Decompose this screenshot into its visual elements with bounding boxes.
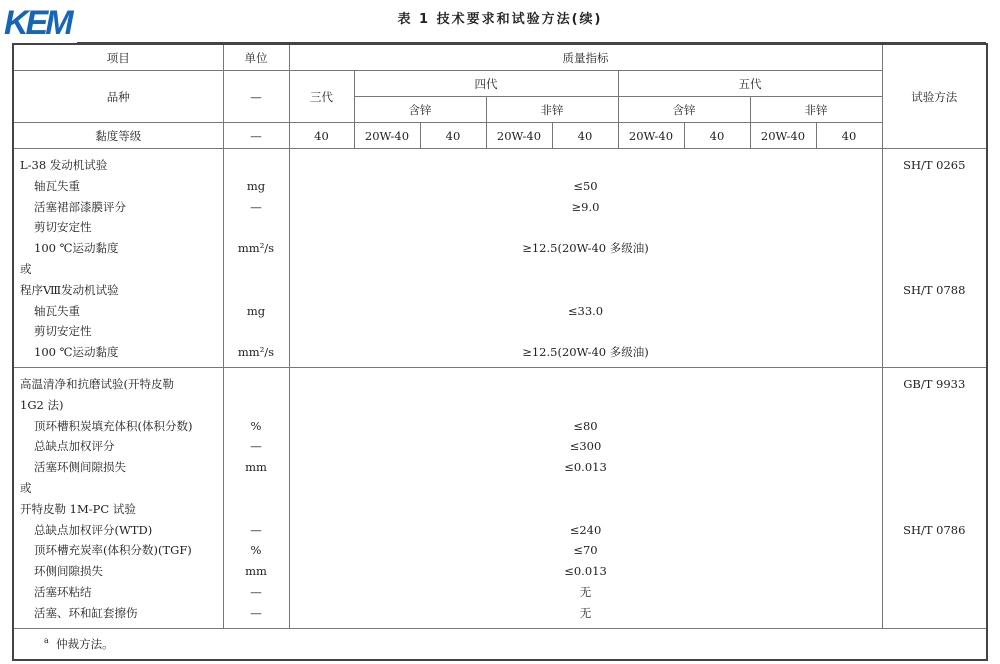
header-gen4-zinc: 含锌 (354, 97, 486, 123)
value-line (290, 259, 882, 280)
value-line: ≤300 (569, 439, 602, 454)
value-line: ≤240 (569, 522, 602, 537)
method-cell (882, 367, 987, 628)
value-line (290, 478, 882, 499)
method-cell (882, 149, 987, 368)
value-line: ≤0.013 (564, 564, 607, 579)
value-line (290, 321, 882, 342)
unit-line (224, 280, 289, 301)
unit-line: — (250, 605, 262, 620)
value-line (290, 395, 882, 416)
item-line: 顶环槽积炭填充体积(体积分数) (34, 418, 193, 433)
item-cell (13, 149, 223, 368)
footnote-text: 仲裁方法。 (56, 636, 114, 651)
item-line: L-38 发动机试验 (20, 158, 108, 172)
header-grade: 黏度等级 (13, 123, 223, 149)
method-line (883, 436, 987, 457)
unit-line (224, 259, 289, 280)
value-line: ≤0.013 (564, 460, 607, 475)
header-gen4-nonzinc: 非锌 (486, 97, 618, 123)
header-row (13, 71, 987, 97)
method-line (883, 540, 987, 561)
item-line: 活塞环侧间隙损失 (34, 460, 126, 475)
unit-cell (223, 149, 289, 368)
value-line: ≥12.5(20W-40 多级油) (522, 241, 649, 256)
grade-cell: 20W-40 (618, 123, 684, 149)
item-line: 或 (20, 261, 32, 276)
unit-line (224, 499, 289, 520)
unit-line: % (250, 543, 262, 558)
grade-cell: 20W-40 (486, 123, 552, 149)
grade-cell: 40 (816, 123, 882, 149)
method-line (883, 582, 987, 603)
header-variety: 品种 (13, 71, 223, 123)
item-line: 环侧间隙损失 (34, 564, 103, 579)
method-line: SH/T 0265 (903, 158, 966, 172)
method-line (883, 321, 987, 342)
unit-line: — (250, 584, 262, 599)
unit-line (224, 395, 289, 416)
value-line (290, 280, 882, 301)
value-line: ≥9.0 (571, 199, 600, 214)
item-line: 剪切安定性 (34, 220, 92, 235)
method-line (883, 301, 987, 322)
method-line (883, 416, 987, 437)
unit-line: — (250, 439, 262, 454)
unit-line: mg (246, 178, 266, 193)
unit-line: mm²/s (237, 345, 275, 360)
item-line: 轴瓦失重 (34, 178, 80, 193)
unit-line (224, 155, 289, 176)
method-line (883, 499, 987, 520)
header-method: 试验方法 (882, 44, 987, 149)
item-line: 100 ℃运动黏度 (34, 241, 119, 256)
grade-cell: 40 (552, 123, 618, 149)
item-line: 程序Ⅷ发动机试验 (20, 282, 119, 297)
method-line (883, 259, 987, 280)
header-quality: 质量指标 (289, 44, 882, 71)
header-gen5-zinc: 含锌 (618, 97, 750, 123)
grade-cell: 40 (420, 123, 486, 149)
unit-line: mg (246, 303, 266, 318)
item-line: 总缺点加权评分(WTD) (34, 522, 153, 537)
grade-cell: 20W-40 (750, 123, 816, 149)
footnote-mark: a (44, 635, 49, 645)
header-gen4: 四代 (354, 71, 618, 97)
value-line: ≤50 (573, 178, 598, 193)
item-line: 总缺点加权评分 (34, 439, 115, 454)
test-section (13, 367, 987, 628)
method-line: SH/T 0786 (903, 522, 966, 537)
header-row (13, 44, 987, 71)
item-line: 剪切安定性 (34, 324, 92, 339)
unit-cell (223, 367, 289, 628)
item-line: 活塞裙部漆膜评分 (34, 199, 126, 214)
grade-cell: 40 (289, 123, 354, 149)
method-line (883, 197, 987, 218)
item-line: 高温清净和抗磨试验(开特皮勒 (20, 376, 174, 391)
header-grade-unit: — (223, 123, 289, 149)
item-line: 或 (20, 480, 32, 495)
value-line: 无 (579, 584, 592, 599)
grade-row (13, 123, 987, 149)
table-title: 表 1 技术要求和试验方法(续) (397, 12, 603, 27)
grade-cell: 40 (684, 123, 750, 149)
value-line (290, 217, 882, 238)
method-line (883, 478, 987, 499)
unit-line (224, 478, 289, 499)
unit-line: mm (245, 564, 267, 579)
header-gen5: 五代 (618, 71, 882, 97)
value-line (290, 155, 882, 176)
header-gen3: 三代 (289, 71, 354, 123)
unit-line: — (250, 522, 262, 537)
footnote-row (13, 628, 987, 660)
item-line: 100 ℃运动黏度 (34, 345, 119, 360)
method-line (883, 176, 987, 197)
unit-line: mm²/s (237, 241, 275, 256)
unit-line (224, 321, 289, 342)
unit-line (224, 217, 289, 238)
footnote (13, 628, 987, 660)
unit-line: — (250, 199, 262, 214)
grade-cell: 20W-40 (354, 123, 420, 149)
value-line (290, 499, 882, 520)
method-line (883, 238, 987, 259)
value-line: ≤80 (573, 418, 598, 433)
value-line: 无 (579, 605, 592, 620)
item-line: 活塞、环和缸套擦伤 (34, 605, 138, 620)
item-line: 1G2 法) (20, 397, 64, 412)
kem-logo: KEM (4, 4, 71, 42)
method-line (883, 395, 987, 416)
value-line (290, 374, 882, 395)
method-line (883, 457, 987, 478)
requirements-table (12, 43, 988, 661)
header-variety-unit: — (223, 71, 289, 123)
unit-line (224, 374, 289, 395)
header-gen5-nonzinc: 非锌 (750, 97, 882, 123)
header-item: 项目 (13, 44, 223, 71)
method-line (883, 561, 987, 582)
value-line: ≤33.0 (567, 303, 604, 318)
unit-line: % (250, 418, 262, 433)
header-unit: 单位 (223, 44, 289, 71)
item-cell (13, 367, 223, 628)
unit-line: mm (245, 460, 267, 475)
value-line: ≥12.5(20W-40 多级油) (522, 345, 649, 360)
item-line: 开特皮勒 1M-PC 试验 (20, 501, 136, 516)
method-line (883, 217, 987, 238)
item-line: 轴瓦失重 (34, 303, 80, 318)
method-line: SH/T 0788 (903, 282, 966, 297)
value-cell (289, 367, 882, 628)
item-line: 活塞环粘结 (34, 584, 92, 599)
method-line: GB/T 9933 (903, 376, 966, 391)
method-line (883, 603, 987, 624)
value-line: ≤70 (573, 543, 598, 558)
method-line (883, 342, 987, 363)
test-section (13, 149, 987, 368)
value-cell (289, 149, 882, 368)
item-line: 顶环槽充炭率(体积分数)(TGF) (34, 543, 192, 558)
